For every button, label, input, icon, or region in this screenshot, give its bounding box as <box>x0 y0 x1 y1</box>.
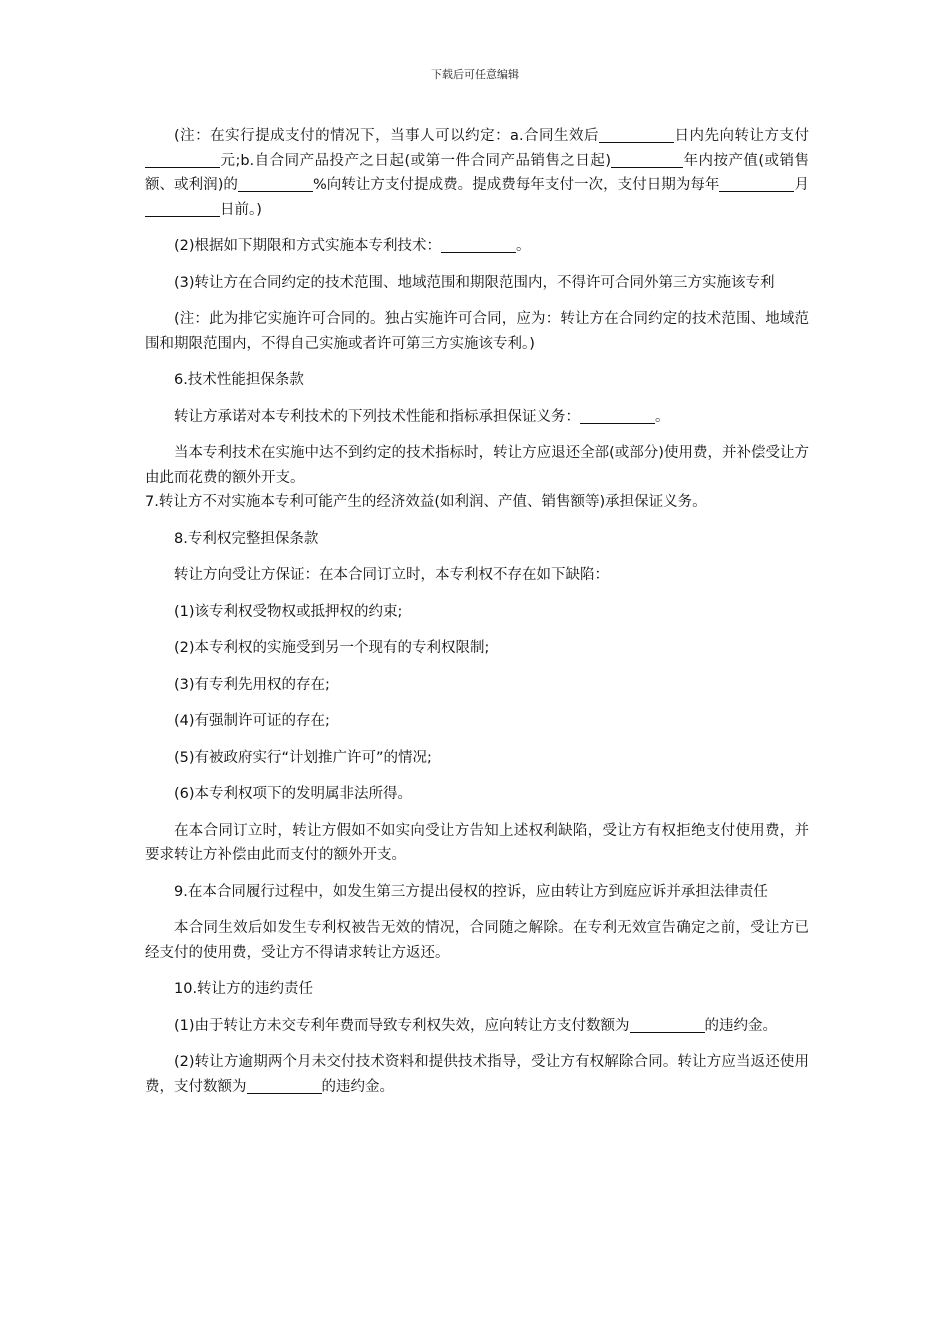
blank-line <box>145 201 220 217</box>
text-run: 的违约金。 <box>321 1078 394 1095</box>
list-item: (2)本专利权的实施受到另一个现有的专利权限制; <box>174 640 490 656</box>
list-item: (4)有强制许可证的存在; <box>174 713 330 729</box>
list-item: (5)有被政府实行“计划推广许可”的情况; <box>174 749 432 766</box>
clause-paragraph: 本合同生效后如发生专利权被告无效的情况，合同随之解除。在专利无效宣告确定之前，受让方已经支付的使用费，受让方不得请求转让方返还。 <box>145 920 809 961</box>
clause-paragraph <box>145 234 809 259</box>
text-run: 日前。) <box>220 201 262 218</box>
list-item: (3)有专利先用权的存在; <box>174 676 330 693</box>
text-run: (注：在实行提成支付的情况下，当事人可以约定：a.合同生效后 <box>174 128 600 144</box>
blank-line <box>441 237 516 253</box>
text-run: 的违约金。 <box>704 1017 778 1034</box>
blank-line <box>719 176 794 192</box>
clause-paragraph: 当本专利技术在实施中达不到约定的技术指标时，转让方应退还全部(或部分)使用费，并补偿受让方由此而花费的额外开支。 <box>145 445 809 486</box>
section-paragraph: 7.转让方不对实施本专利可能产生的经济效益(如利润、产值、销售额等)承担保证义务。 <box>145 494 707 510</box>
clause-paragraph <box>145 405 809 430</box>
text-run: %向转让方支付提成费。提成费每年支付一次，支付日期为每年 <box>312 177 720 193</box>
text-run: 元;b.自合同产品投产之日起(或第一件合同产品销售之日起) <box>220 152 612 169</box>
clause-paragraph: 在本合同订立时，转让方假如不如实向受让方告知上述权利缺陷，受让方有权拒绝支付使用费，并要求转让方补偿由此而支付的额外开支。 <box>145 822 809 863</box>
clause-paragraph <box>145 1050 809 1099</box>
text-run: (1)由于转让方未交专利年费而导致专利权失效，应向转让方支付数额为 <box>174 1017 630 1034</box>
note-paragraph: (注：此为排它实施许可合同的。独占实施许可合同，应为：转让方在合同约定的技术范围、地域范围和期限范围内，不得自己实施或者许可第三方实施该专利。) <box>145 311 809 352</box>
blank-line <box>145 152 220 168</box>
text-run: 日内先向转让方支付 <box>674 128 809 144</box>
blank-line <box>630 1017 705 1033</box>
page-header: 下载后可任意编辑 <box>431 68 519 81</box>
section-title: 10.转让方的违约责任 <box>174 981 314 997</box>
blank-line <box>669 152 683 168</box>
text-run: 。 <box>655 408 670 425</box>
blank-line <box>238 176 313 192</box>
text-run: (2)根据如下期限和方式实施本专利技术： <box>174 238 442 254</box>
clause-paragraph <box>145 1014 809 1039</box>
list-item: (1)该专利权受物权或抵押权的约束; <box>174 603 403 620</box>
text-run: 年内按产值(或销售额、或利润)的 <box>145 152 810 193</box>
blank-line <box>611 152 669 168</box>
section-paragraph: 9.在本合同履行过程中，如发生第三方提出侵权的控诉，应由转让方到庭应诉并承担法律责任 <box>174 883 768 900</box>
clause-paragraph: (3)转让方在合同约定的技术范围、地域范围和期限范围内，不得许可合同外第三方实施该专利 <box>174 274 775 291</box>
blank-line <box>247 1078 322 1094</box>
text-run: 月 <box>794 177 809 193</box>
blank-line <box>599 127 674 143</box>
text-run: 。 <box>516 238 531 254</box>
blank-line <box>580 408 655 424</box>
text-run: 转让方承诺对本专利技术的下列技术性能和指标承担保证义务： <box>174 408 580 425</box>
section-title: 6.技术性能担保条款 <box>174 372 304 388</box>
list-item: (6)本专利权项下的发明属非法所得。 <box>174 786 413 802</box>
text-run: (2)转让方逾期两个月未交付技术资料和提供技术指导，受让方有权解除合同。转让方应当返还使用费，支付数额为 <box>145 1054 809 1095</box>
note-paragraph <box>145 124 809 222</box>
document-body <box>145 124 809 1111</box>
clause-paragraph: 转让方向受让方保证：在本合同订立时，本专利权不存在如下缺陷： <box>174 567 609 583</box>
section-title: 8.专利权完整担保条款 <box>174 530 319 547</box>
